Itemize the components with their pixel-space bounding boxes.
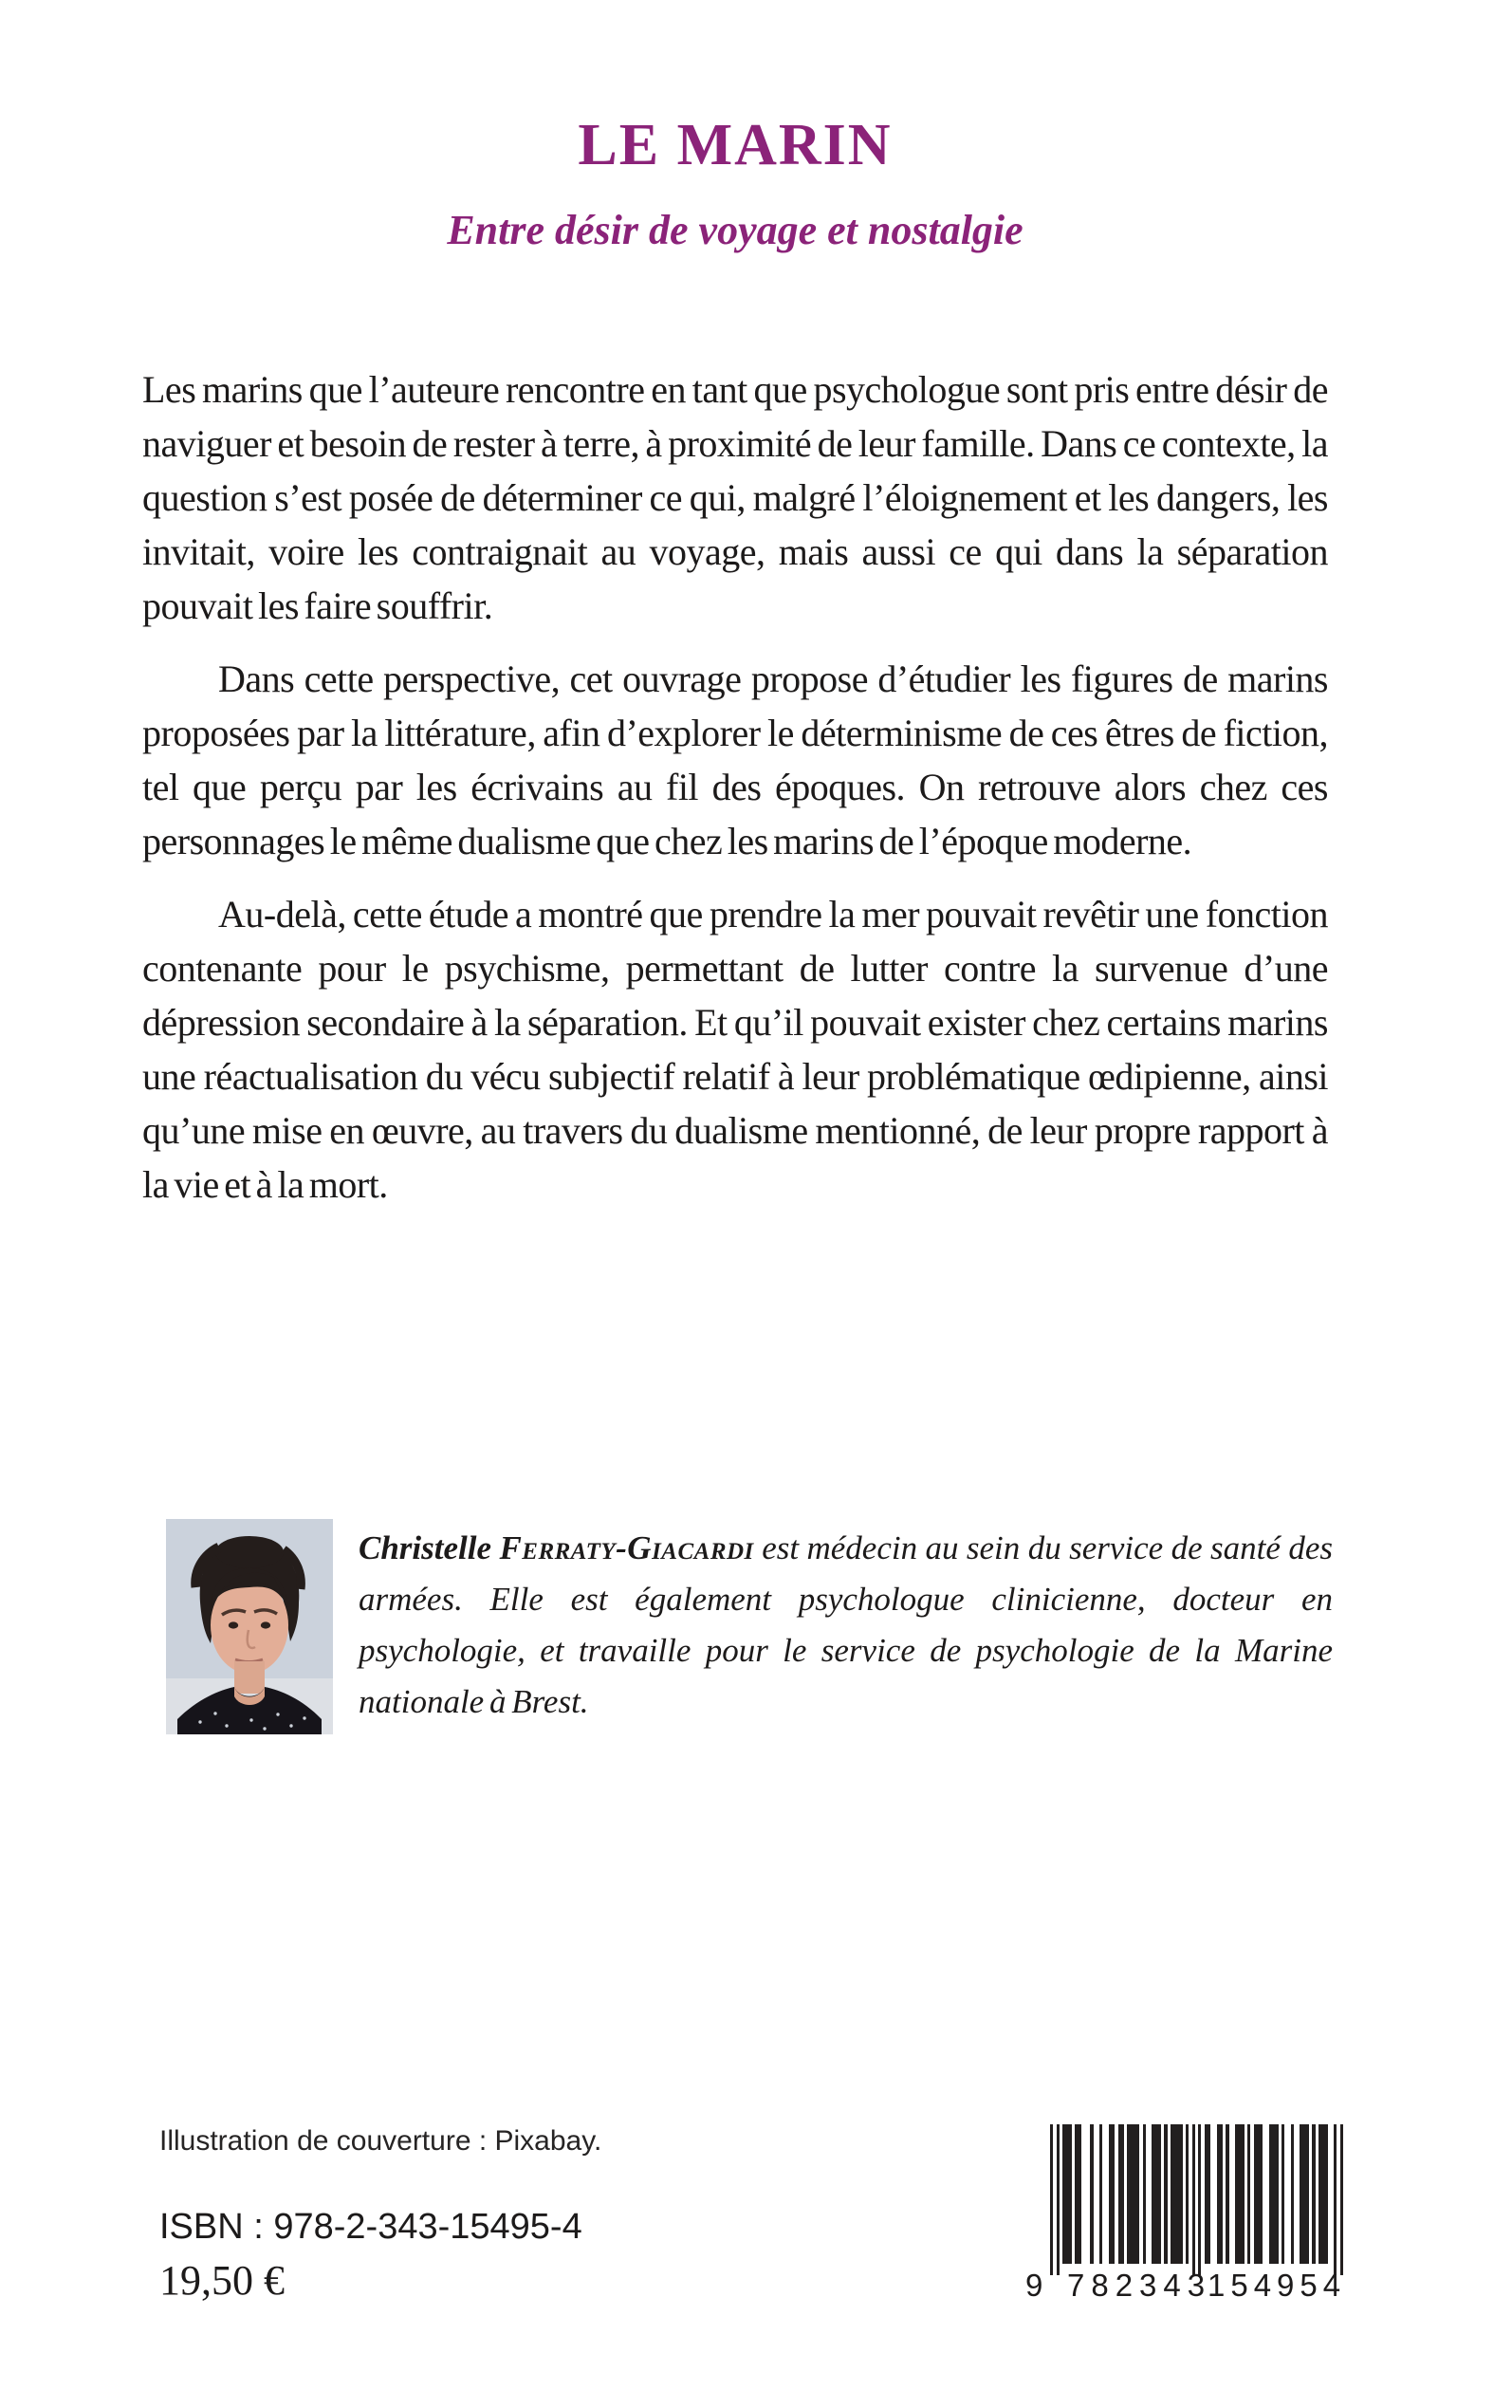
barcode-digit-group-1: 782343 xyxy=(1067,2268,1212,2303)
author-first-name: Christelle xyxy=(359,1529,492,1566)
synopsis-paragraph-2: Dans cette perspective, cet ouvrage propose d’étudier les figures de marins proposées par la littérature, afin d’explorer le déterminisme de ces êtres de fiction, tel que perçu par les écrivains au fil des époques. On retrouve alors chez ces personnages le même dualisme que chez les marins de l’époque moderne. xyxy=(142,658,1328,862)
author-bio-text xyxy=(359,1519,1333,1728)
book-subtitle: Entre désir de voyage et nostalgie xyxy=(447,207,1023,253)
author-bio-description: est médecin au sein du service de santé des armées. Elle est également psychologue clinicienne, docteur en psychologie, et travaille pour le service de psychologie de la Marine nationale à Brest. xyxy=(359,1529,1333,1720)
price-label: 19,50 € xyxy=(159,2257,285,2304)
author-bio xyxy=(142,1519,1333,1734)
illustration-credit: Illustration de couverture : Pixabay. xyxy=(159,2125,602,2157)
ean13-barcode xyxy=(1025,2124,1367,2301)
barcode-digit-prefix: 9 xyxy=(1025,2268,1043,2303)
author-photo xyxy=(166,1519,333,1734)
synopsis-paragraph-3: Au-delà, cette étude a montré que prendre la mer pouvait revêtir une fonction contenante pour le psychisme, permettant de lutter contre la survenue d’une dépression secondaire à la séparation. Et qu’il pouvait exister chez certains marins une réactualisation du vécu subjectif relatif à leur problématique œdipienne, ainsi qu’une mise en œuvre, au travers du dualisme mentionné, de leur propre rapport à la vie et à la mort. xyxy=(142,893,1328,1206)
barcode-digits xyxy=(1025,2268,1367,2302)
author-last-name: Ferraty-Giacardi xyxy=(499,1529,754,1566)
synopsis-paragraph-1: Les marins que l’auteure rencontre en tant que psychologue sont pris entre désir de naviguer et besoin de rester à terre, à proximité de leur famille. Dans ce contexte, la question s’est posée de déterminer ce qui, malgré l’éloignement et les dangers, les invitait, voire les contraignait au voyage, mais aussi ce qui dans la séparation pouvait les faire souffrir. xyxy=(142,368,1328,627)
book-title: LE MARIN xyxy=(578,113,893,177)
isbn-number: ISBN : 978-2-343-15495-4 xyxy=(159,2207,582,2247)
barcode-digit-group-2: 154954 xyxy=(1208,2268,1347,2303)
cover-header xyxy=(142,112,1328,254)
barcode-bars xyxy=(1050,2124,1343,2275)
synopsis xyxy=(142,362,1328,1212)
